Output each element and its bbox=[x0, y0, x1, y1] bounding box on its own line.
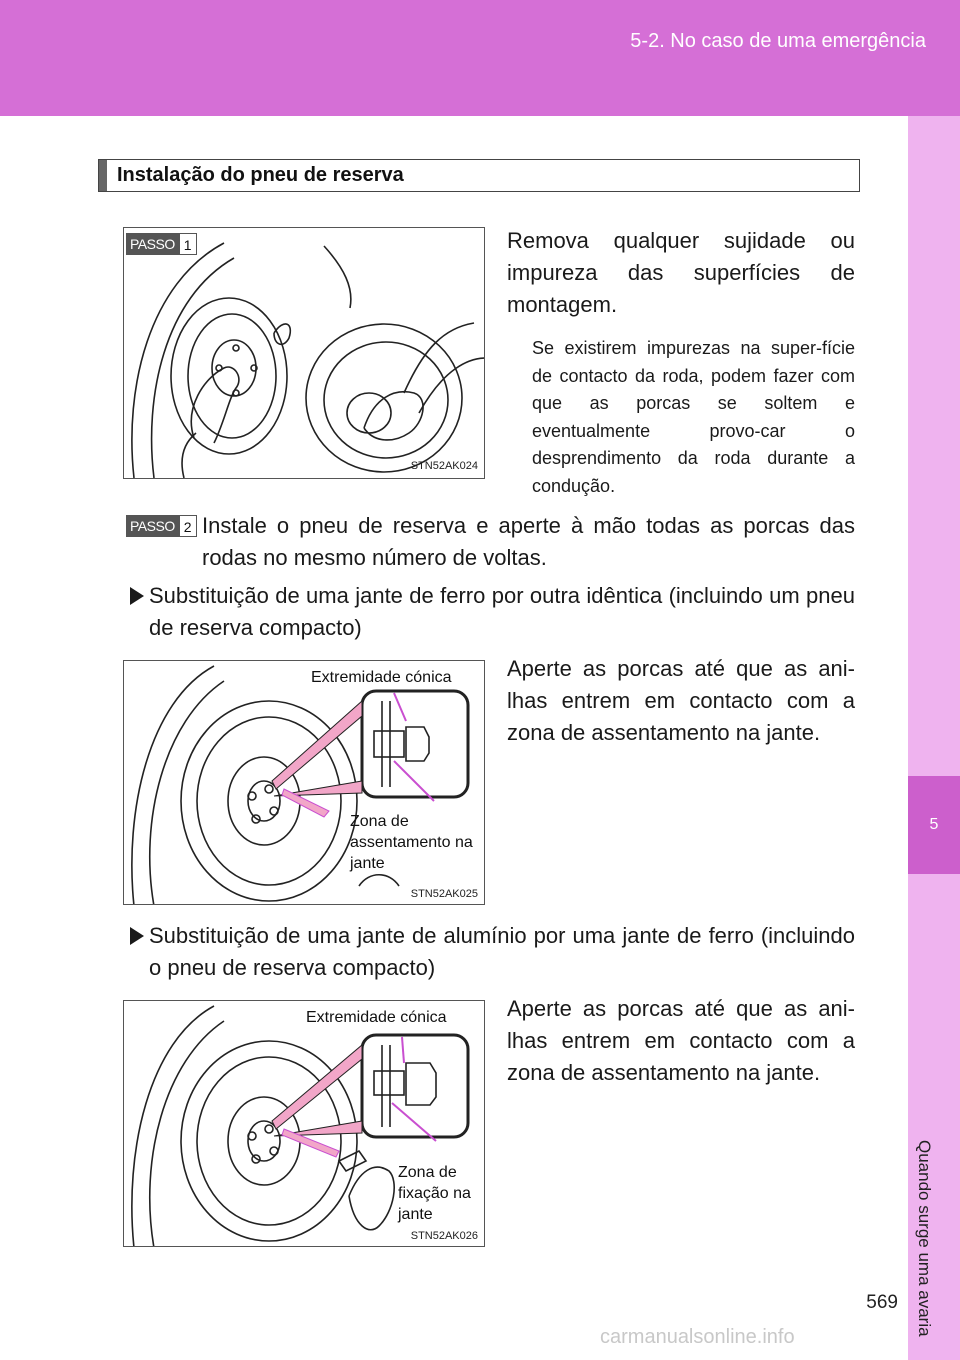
page-header bbox=[0, 0, 960, 116]
step-number: 2 bbox=[179, 515, 197, 537]
figure-code: STN52AK025 bbox=[410, 888, 478, 900]
watermark: carmanualsonline.info bbox=[600, 1326, 795, 1348]
chapter-title: Quando surge uma avaria bbox=[915, 1140, 934, 1337]
step-1-badge bbox=[126, 233, 197, 255]
step-label: PASSO bbox=[126, 233, 179, 255]
section-title-bar bbox=[99, 160, 107, 191]
step-1-text: Remova qualquer sujidade ou impureza das superfícies de montagem. bbox=[507, 228, 855, 317]
step-number: 1 bbox=[179, 233, 197, 255]
figure-steel-wheel bbox=[123, 660, 485, 905]
step-2-text: Instale o pneu de reserva e aperte à mão todas as porcas das rodas no mesmo número de voltas. bbox=[202, 513, 855, 570]
step-label: PASSO bbox=[126, 515, 179, 537]
chapter-number-tab[interactable]: 5 bbox=[908, 776, 960, 874]
chapter-sidebar bbox=[908, 116, 960, 1360]
page-number: 569 bbox=[866, 1292, 898, 1313]
bullet-triangle-icon bbox=[130, 587, 144, 605]
step-2-badge bbox=[126, 515, 197, 537]
figure-clean-surfaces bbox=[123, 227, 485, 479]
breadcrumb: 5-2. No caso de uma emergência bbox=[630, 30, 926, 52]
figure-clean-surfaces-illustration bbox=[124, 228, 485, 479]
section-title-box bbox=[98, 159, 860, 192]
callout-tapered-end: Extremidade cónica bbox=[306, 1009, 447, 1026]
case-alloy-heading: Substituição de uma jante de alumínio por uma jante de ferro (incluindo o pneu de reserva compacto) bbox=[149, 923, 855, 980]
section-title: Instalação do pneu de reserva bbox=[117, 164, 404, 186]
case-alloy-text: Aperte as porcas até que as ani-lhas entrem em contacto com a zona de assentamento na jante. bbox=[507, 996, 855, 1085]
figure-code: STN52AK026 bbox=[410, 1230, 478, 1242]
figure-code: STN52AK024 bbox=[410, 460, 478, 472]
bullet-triangle-icon bbox=[130, 927, 144, 945]
callout-fixing-zone: Zona de fixação na jante bbox=[398, 1164, 471, 1223]
case-steel-heading: Substituição de uma jante de ferro por outra idêntica (incluindo um pneu de reserva compacto) bbox=[149, 583, 855, 640]
step-1-note: Se existirem impurezas na super-fície de contacto da roda, podem fazer com que as porcas se soltem e eventualmente provo-car o desprendimento da roda durante a condução. bbox=[532, 338, 855, 496]
case-steel-text: Aperte as porcas até que as ani-lhas entrem em contacto com a zona de assentamento na jante. bbox=[507, 656, 855, 745]
figure-alloy-wheel bbox=[123, 1000, 485, 1247]
callout-tapered-end: Extremidade cónica bbox=[311, 669, 452, 686]
callout-seat-zone: Zona de assentamento na jante bbox=[350, 813, 473, 872]
